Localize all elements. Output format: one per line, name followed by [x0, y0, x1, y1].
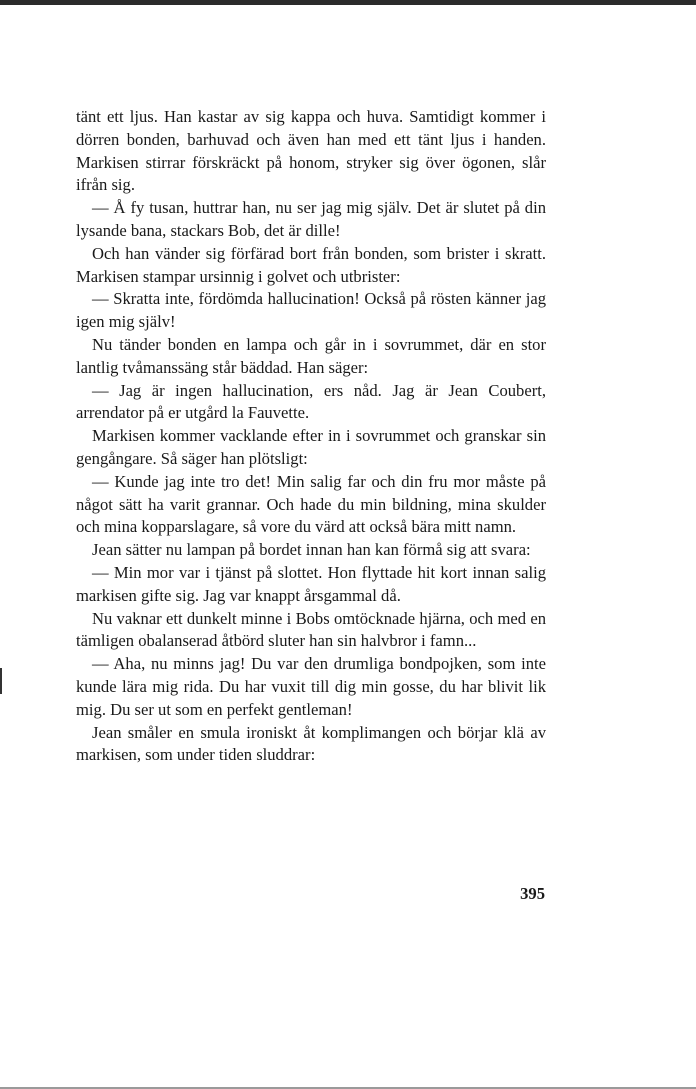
scan-edge-mark: [0, 668, 2, 694]
paragraph: Nu vaknar ett dunkelt minne i Bobs omtöcknade hjärna, och med en tämligen obalanserad åtbörd sluter han sin halvbror i famn...: [76, 608, 546, 651]
paragraph: Och han vänder sig förfärad bort från bonden, som brister i skratt. Markisen stampar ursinnig i golvet och utbrister:: [76, 243, 546, 286]
body-text: [76, 106, 546, 767]
top-border: [0, 0, 696, 5]
page-number: 395: [520, 884, 545, 903]
paragraph: Jean småler en smula ironiskt åt komplimangen och börjar klä av markisen, som under tiden sluddrar:: [76, 722, 546, 765]
paragraph: — Min mor var i tjänst på slottet. Hon flyttade hit kort innan salig markisen gifte sig. Jag var knappt årsgammal då.: [76, 562, 546, 605]
paragraph: Jean sätter nu lampan på bordet innan han kan förmå sig att svara:: [92, 540, 531, 560]
paragraph: — Kunde jag inte tro det! Min salig far och din fru mor måste på något sätt ha varit grannar. Och hade du min bildning, mina skulder och mina kopparslagare, så vore du värd att också bära mitt namn.: [76, 471, 546, 537]
paragraph: — Jag är ingen hallucination, ers nåd. Jag är Jean Coubert, arrendator på er utgård la Fauvette.: [76, 380, 546, 423]
paragraph: — Å fy tusan, huttrar han, nu ser jag mig själv. Det är slutet på din lysande bana, stackars Bob, det är dille!: [76, 198, 546, 240]
paragraph: — Aha, nu minns jag! Du var den drumliga bondpojken, som inte kunde lära mig rida. Du har vuxit till dig min gosse, du har blivit lik mig. Du ser ut som en perfekt gentleman!: [76, 654, 546, 719]
paragraph: — Skratta inte, fördömda hallucination! Också på rösten känner jag igen mig själv!: [76, 289, 546, 332]
paragraph: Markisen kommer vacklande efter in i sovrummet och granskar sin gengångare. Så säger han plötsligt:: [76, 426, 546, 468]
paragraph: Nu tänder bonden en lampa och går in i sovrummet, där en stor lantlig tvåmanssäng står bäddad. Han säger:: [76, 334, 546, 377]
paragraph: tänt ett ljus. Han kastar av sig kappa och huva. Samtidigt kommer i dörren bonden, barhuvad och även han med ett tänt ljus i handen. Markisen stirrar förskräckt på honom, stryker sig över ögonen, slår ifrån sig.: [76, 107, 546, 195]
